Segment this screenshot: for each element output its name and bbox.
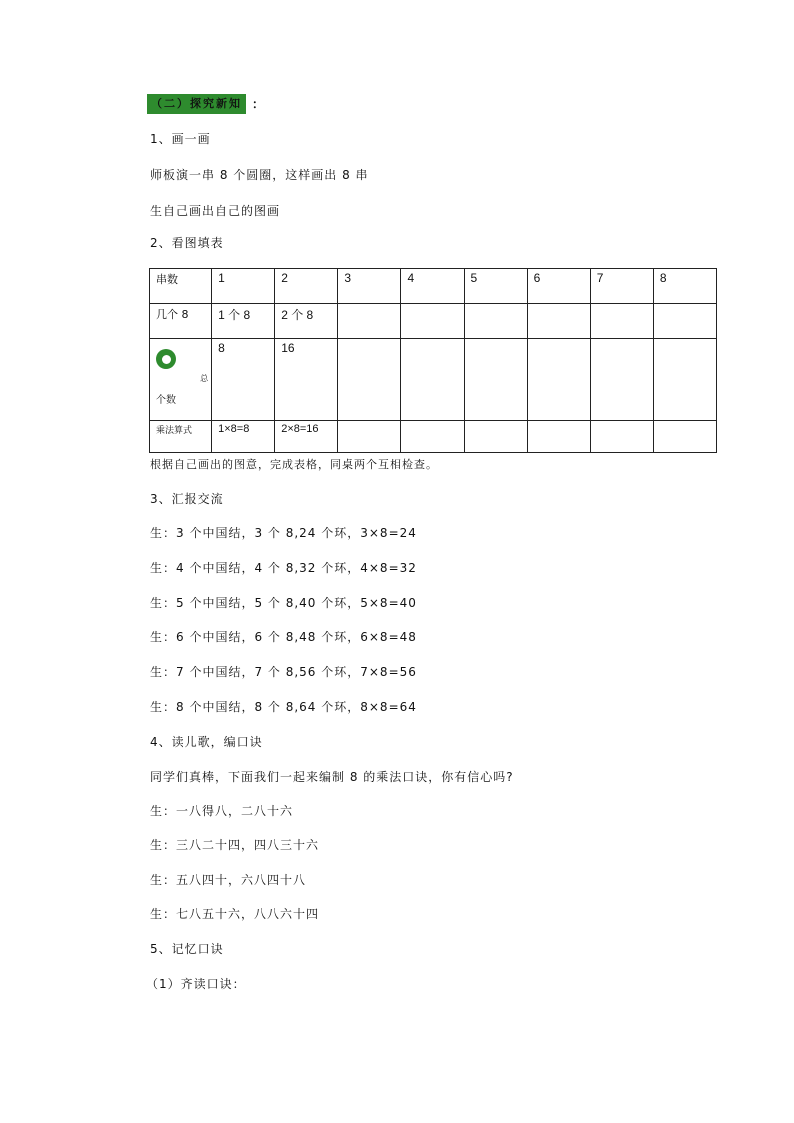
row-label-groups: 几个 8 (150, 304, 212, 339)
row-label-total-b: 个数 (156, 395, 176, 406)
table-instruction: 根据自己画出的图意，完成表格，同桌两个互相检查。 (150, 458, 438, 471)
table-cell (527, 339, 590, 421)
table-cell: 4 (401, 269, 464, 304)
table-row (150, 421, 717, 453)
step-5-title: 5、记忆口诀 (150, 942, 224, 956)
row-label-strings: 串数 (150, 269, 212, 304)
table-cell: 1 个 8 (212, 304, 275, 339)
step-1-text-a: 师板演一串 8 个圆圈，这样画出 8 串 (150, 168, 369, 182)
table-cell (401, 339, 464, 421)
table-cell (338, 421, 401, 453)
table-cell: 2 (275, 269, 338, 304)
step-5-text: （1）齐读口诀： (146, 977, 246, 991)
step-2-title: 2、看图填表 (150, 236, 224, 250)
report-line: 生：8 个中国结，8 个 8,64 个环，8×8=64 (150, 700, 417, 714)
table-cell (527, 304, 590, 339)
table-cell (590, 339, 653, 421)
rhyme-line: 生：一八得八，二八十六 (150, 804, 294, 818)
table-cell (527, 421, 590, 453)
rhyme-line: 生：七八五十六，八八六十四 (150, 907, 320, 921)
table-cell (464, 421, 527, 453)
report-line: 生：3 个中国结，3 个 8,24 个环，3×8=24 (150, 526, 417, 540)
row-label-total (150, 339, 212, 421)
table-cell (401, 304, 464, 339)
table-cell: 8 (653, 269, 716, 304)
heading-colon: ： (252, 97, 265, 111)
step-4-text: 同学们真棒，下面我们一起来编制 8 的乘法口诀，你有信心吗? (150, 770, 514, 784)
ring-icon (156, 349, 176, 369)
table-cell: 1×8=8 (212, 421, 275, 453)
table-cell: 5 (464, 269, 527, 304)
report-line: 生：4 个中国结，4 个 8,32 个环，4×8=32 (150, 561, 417, 575)
report-line: 生：7 个中国结，7 个 8,56 个环，7×8=56 (150, 665, 417, 679)
table-cell: 7 (590, 269, 653, 304)
rhyme-line: 生：三八二十四，四八三十六 (150, 838, 320, 852)
table-cell (338, 339, 401, 421)
table-cell (590, 304, 653, 339)
table-cell: 16 (275, 339, 338, 421)
row-label-equation: 乘法算式 (150, 421, 212, 453)
step-4-title: 4、读儿歌，编口诀 (150, 735, 263, 749)
table-cell (653, 304, 716, 339)
table-cell: 1 (212, 269, 275, 304)
step-1-text-b: 生自己画出自己的图画 (150, 204, 281, 218)
fill-table (149, 268, 717, 453)
table-cell (464, 304, 527, 339)
step-3-title: 3、汇报交流 (150, 492, 224, 506)
report-line: 生：6 个中国结，6 个 8,48 个环，6×8=48 (150, 630, 417, 644)
section-heading: （二）探究新知 (147, 94, 246, 114)
table-cell (590, 421, 653, 453)
table-cell: 8 (212, 339, 275, 421)
table-cell (401, 421, 464, 453)
table-row (150, 269, 717, 304)
table-cell (653, 421, 716, 453)
table-cell (464, 339, 527, 421)
table-cell: 3 (338, 269, 401, 304)
table-row (150, 339, 717, 421)
table-cell: 2×8=16 (275, 421, 338, 453)
step-1-title: 1、画一画 (150, 132, 211, 146)
rhyme-line: 生：五八四十，六八四十八 (150, 873, 307, 887)
row-label-total-a: 总 (200, 374, 209, 383)
table-row (150, 304, 717, 339)
report-line: 生：5 个中国结，5 个 8,40 个环，5×8=40 (150, 596, 417, 610)
table-cell: 2 个 8 (275, 304, 338, 339)
table-cell (653, 339, 716, 421)
table-cell (338, 304, 401, 339)
table-cell: 6 (527, 269, 590, 304)
